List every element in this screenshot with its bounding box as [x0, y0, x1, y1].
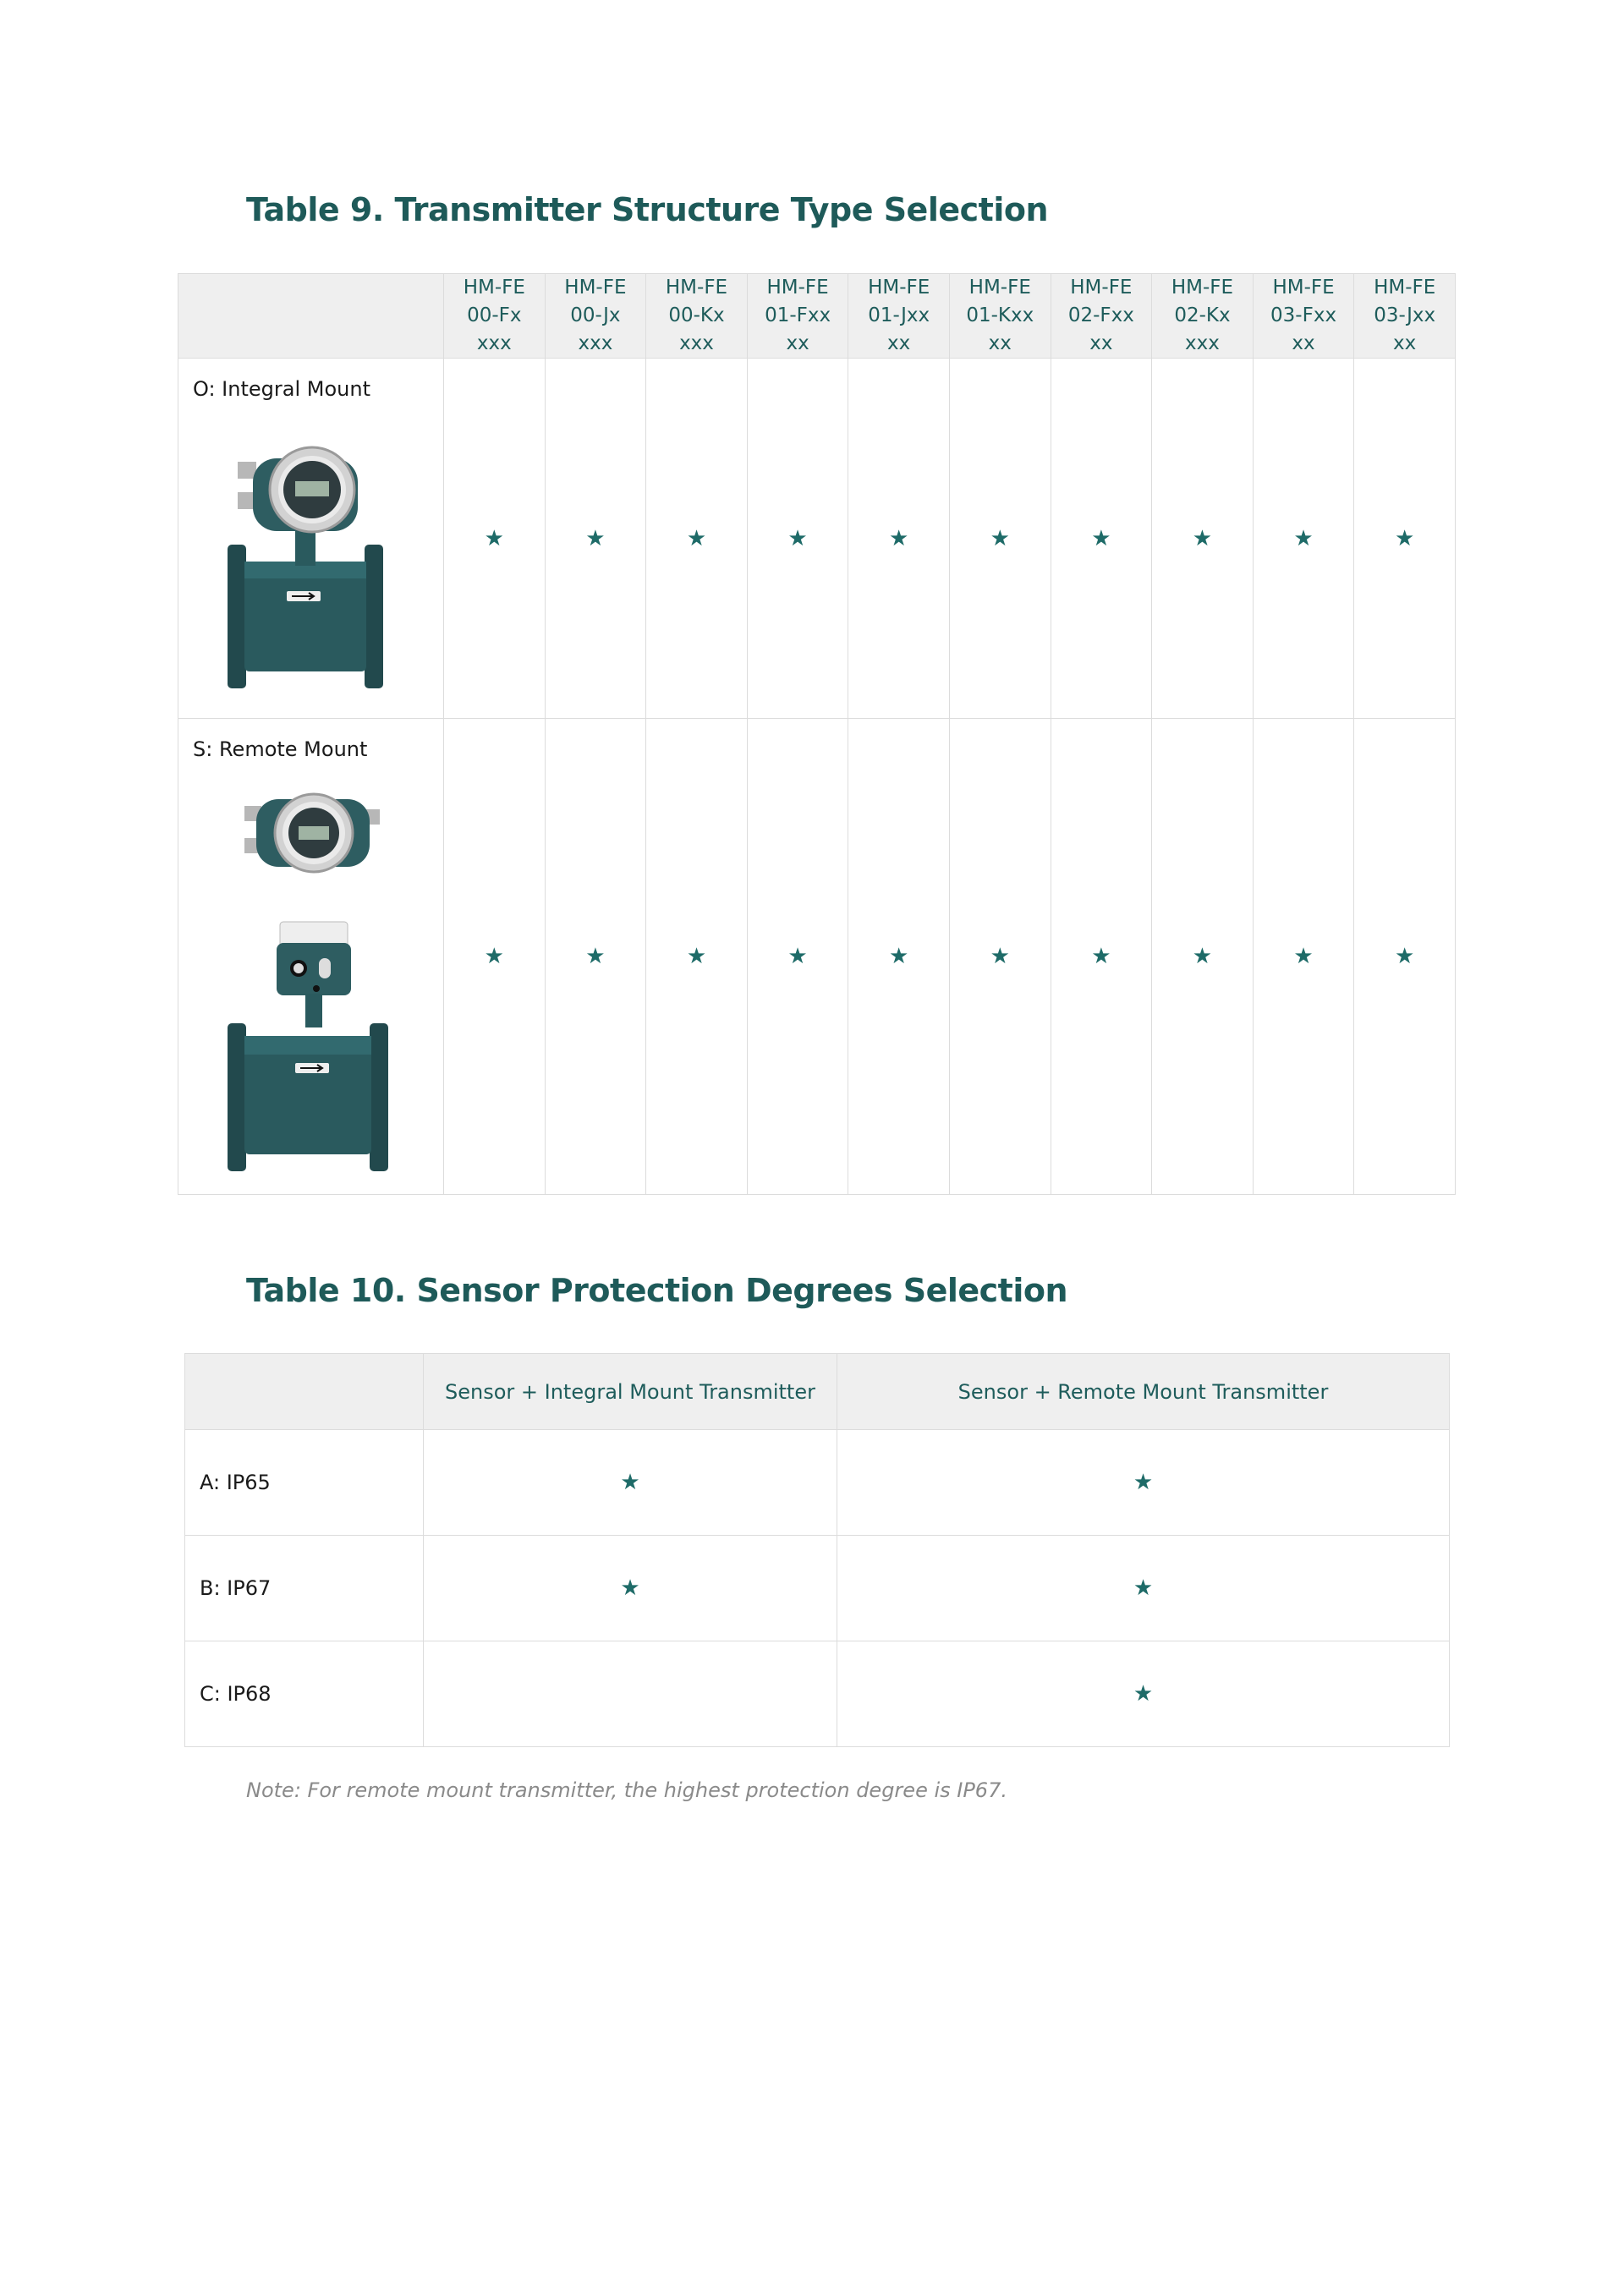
column-header: HM-FE 03-Fxx xx	[1253, 274, 1354, 359]
column-header: HM-FE 03-Jxx xx	[1354, 274, 1456, 359]
star-mark: ★	[747, 359, 848, 719]
star-mark: ★	[444, 719, 546, 1195]
row-label: S: Remote Mount	[193, 737, 368, 761]
transmitter-structure-table	[178, 273, 1456, 1195]
column-header: HM-FE 02-Fxx xx	[1051, 274, 1152, 359]
column-header: HM-FE 00-Fx xxx	[444, 274, 546, 359]
star-mark: ★	[1051, 359, 1152, 719]
corner-cell	[185, 1354, 424, 1430]
protection-degrees-table	[184, 1353, 1450, 1747]
star-mark: ★	[1253, 719, 1354, 1195]
star-mark: ★	[444, 359, 546, 719]
integral-mount-flowmeter-image	[221, 443, 390, 697]
star-mark: ★	[1253, 359, 1354, 719]
row-label: O: Integral Mount	[193, 377, 370, 401]
star-mark: ★	[1354, 359, 1456, 719]
star-mark: ★	[848, 359, 950, 719]
corner-cell	[178, 274, 444, 359]
star-mark: ★	[424, 1536, 837, 1641]
remote-mount-flowmeter-image	[221, 791, 390, 1180]
row-label: C: IP68	[185, 1641, 424, 1747]
protection-note: Note: For remote mount transmitter, the highest protection degree is IP67.	[246, 1778, 1007, 1802]
star-mark: ★	[949, 719, 1051, 1195]
column-header: HM-FE 01-Jxx xx	[848, 274, 950, 359]
column-header: HM-FE 01-Fxx xx	[747, 274, 848, 359]
star-mark: ★	[837, 1430, 1450, 1536]
star-mark: ★	[1051, 719, 1152, 1195]
star-mark: ★	[747, 719, 848, 1195]
star-mark: ★	[848, 719, 950, 1195]
column-header: HM-FE 00-Jx xxx	[545, 274, 646, 359]
star-mark: ★	[837, 1536, 1450, 1641]
star-mark: ★	[424, 1430, 837, 1536]
row-label: B: IP67	[185, 1536, 424, 1641]
row-label-cell	[178, 359, 444, 719]
star-mark: ★	[545, 359, 646, 719]
column-header: HM-FE 00-Kx xxx	[646, 274, 748, 359]
column-header: HM-FE 01-Kxx xx	[949, 274, 1051, 359]
star-mark: ★	[949, 359, 1051, 719]
table-header-row	[178, 274, 1456, 359]
table-row	[185, 1536, 1450, 1641]
star-mark	[424, 1641, 837, 1747]
table-row	[185, 1430, 1450, 1536]
column-header: Sensor + Remote Mount Transmitter	[837, 1354, 1450, 1430]
table-header-row	[185, 1354, 1450, 1430]
star-mark: ★	[837, 1641, 1450, 1747]
star-mark: ★	[1152, 719, 1254, 1195]
row-label-cell	[178, 719, 444, 1195]
table-row	[185, 1641, 1450, 1747]
star-mark: ★	[1354, 719, 1456, 1195]
table-row	[178, 359, 1456, 719]
row-label: A: IP65	[185, 1430, 424, 1536]
table-row	[178, 719, 1456, 1195]
table10-title: Table 10. Sensor Protection Degrees Selection	[246, 1272, 1068, 1309]
star-mark: ★	[1152, 359, 1254, 719]
star-mark: ★	[646, 359, 748, 719]
column-header: HM-FE 02-Kx xxx	[1152, 274, 1254, 359]
star-mark: ★	[545, 719, 646, 1195]
column-header: Sensor + Integral Mount Transmitter	[424, 1354, 837, 1430]
star-mark: ★	[646, 719, 748, 1195]
table9-title: Table 9. Transmitter Structure Type Selection	[246, 191, 1049, 228]
